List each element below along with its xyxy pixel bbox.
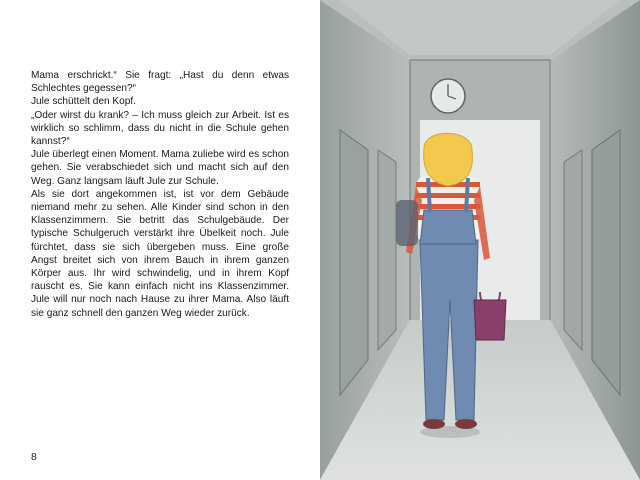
paragraph: Mama erschrickt.“ Sie fragt: „Hast du denn etwas Schlechtes gegessen?“: [31, 70, 289, 95]
purple-bag: [474, 300, 506, 340]
page-number: 8: [31, 451, 37, 463]
story-text: [31, 69, 289, 320]
paragraph: Jule schüttelt den Kopf.: [31, 96, 136, 108]
paragraph: „Oder wirst du krank? – Ich muss gleich zur Arbeit. Ist es wirklich so schlimm, dass du nicht in die Schule gehen kannst?“: [31, 109, 289, 148]
paragraph: Als sie dort angekommen ist, ist vor dem Gebäude niemand mehr zu sehen. Alle Kinder sind schon in den Klassenzimmern. Sie betritt das Schulgebäude. Der typische Schulgeruch verstärkt ihre Übelkeit noch. Jule fürchtet, dass sie sich übergeben muss. Eine große Angst breitet sich von ihrem Bauch in ihrem ganzen Körper aus. Ihr wird schwindelig, und in ihrem Kopf rauscht es. Sie kann einfach nicht ins Klassenzimmer. Jule will nur noch nach Hause zu ihrer Mama. Also läuft sie ganz schnell den ganzen Weg wieder zurück.: [31, 188, 289, 319]
illustration: [320, 0, 640, 480]
paragraph: Jule überlegt einen Moment. Mama zuliebe wird es schon gehen. Sie verabschiedet sich und macht sich auf den Weg. Ganz langsam läuft Jule zur Schule.: [31, 149, 289, 187]
hallway-painting: [320, 0, 640, 480]
